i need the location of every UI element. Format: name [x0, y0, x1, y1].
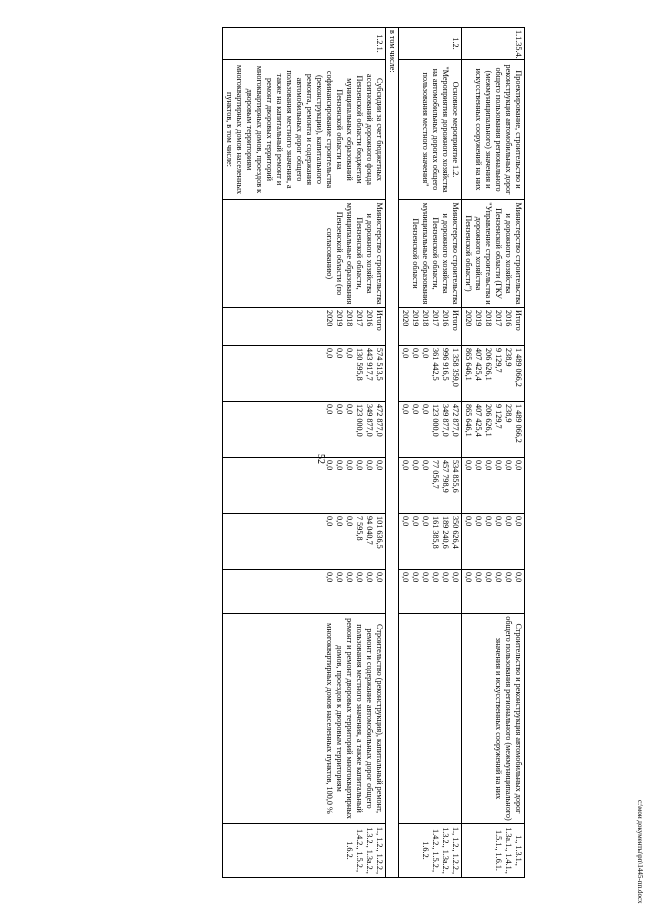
federal-budget-value: 0,0	[464, 460, 473, 471]
local-budget-value: 0,0	[345, 516, 354, 527]
measure-name: Субсидии за счет бюджетных ассигнований дорожного фонда Пензенской области бюджетам муниципальных образований Пензенской области на софинансирование строительства (реконструкции), капитального ремонта, ремонта и содержания автомобильных дорог общего пользования местного значения, а также на капитальный ремонт и ремонт дворовых территорий многоквартирных домов, проездов к дворовым территориям многоквартирных домов населенных пунктов, в том числе:	[223, 60, 386, 200]
years-value: 2019	[411, 310, 420, 327]
local-budget-value: 0,0	[474, 516, 483, 527]
expected-result: Строительство (реконструкция), капитальный ремонт, ремонт и содержание автомобильных дорог общего пользования местного значения, а также капитальный ремонт и ремонт дворовых территорий многоквартирных домов, проездов к дворовым территориям многоквартирных домов населенных пунктов, 100,0 %	[223, 614, 386, 824]
regional-budget-value: 865 646,1	[464, 404, 473, 437]
total-amount-value: 0,0	[411, 348, 420, 359]
federal-budget-value: 0,0	[411, 460, 420, 471]
regional-budget	[223, 402, 386, 458]
years-value: Итого	[451, 310, 460, 331]
regional-budget-value: 9 129,7	[494, 404, 503, 429]
other-sources-value: 0,0	[441, 572, 450, 583]
years-value: 2020	[325, 310, 334, 327]
local-budget-value: 0,0	[504, 516, 513, 527]
total-amount	[399, 346, 462, 402]
regional-budget-value: 472 877,0	[375, 404, 384, 437]
years-value: 2017	[494, 310, 503, 327]
other-sources-value: 0,0	[484, 572, 493, 583]
footer-file-path: c:\мои документы\рп\1445-пп.docx	[636, 800, 644, 904]
local-budget-value: 7 595,8	[355, 516, 364, 541]
rotated-page	[115, 27, 525, 877]
federal-budget-value: 0,0	[375, 460, 384, 471]
local-budget-value: 0,0	[421, 516, 430, 527]
federal-budget	[399, 458, 462, 514]
total-amount-value: 0,0	[335, 348, 344, 359]
other-sources-value: 0,0	[451, 572, 460, 583]
total-amount-value: 9 129,7	[494, 348, 503, 373]
local-budget-value: 0,0	[325, 516, 334, 527]
years-value: 2020	[401, 310, 410, 327]
local-budget-value: 350 626,4	[451, 516, 460, 549]
years	[462, 308, 525, 346]
measure-name: Основное мероприятие 1.2. "Мероприятия дорожного хозяйства на автомобильных дорогах общего пользования местного значения"	[399, 60, 462, 200]
total-amount-value: 1 358 359,0	[451, 348, 460, 387]
measure-name: Проектирование, строительство и реконструкция автомобильных дорог общего пользования регионального (межмуниципального) значения и искусственных сооружений на них	[462, 60, 525, 200]
regional-budget	[399, 402, 462, 458]
years-value: 2019	[474, 310, 483, 327]
indicator-links: 1., 1.2., 1.2.2., 1.3.2., 1.3а.2., 1.4.2., 1.5.2., 1.6.2.	[399, 824, 462, 878]
years	[223, 308, 386, 346]
regional-budget-value: 238,9	[504, 404, 513, 423]
total-amount-value: 443 917,7	[365, 348, 374, 381]
years	[399, 308, 462, 346]
regional-budget-value: 0,0	[345, 404, 354, 415]
local-budget	[462, 514, 525, 570]
other-sources-value: 0,0	[335, 572, 344, 583]
years-value: 2020	[464, 310, 473, 327]
regional-budget-value: 349 877,0	[365, 404, 374, 437]
other-sources-value: 0,0	[474, 572, 483, 583]
years-value: 2019	[335, 310, 344, 327]
regional-budget-value: 472 877,0	[451, 404, 460, 437]
table-row	[223, 28, 386, 878]
local-budget-value: 0,0	[514, 516, 523, 527]
federal-budget-value: 0,0	[421, 460, 430, 471]
total-amount-value: 407 425,4	[474, 348, 483, 381]
federal-budget-value: 0,0	[484, 460, 493, 471]
other-sources-value: 0,0	[365, 572, 374, 583]
total-amount-value: 0,0	[401, 348, 410, 359]
row-number: 1.2.	[399, 28, 462, 60]
years-value: 2017	[355, 310, 364, 327]
regional-budget	[462, 402, 525, 458]
years-value: Итого	[514, 310, 523, 331]
other-sources-value: 0,0	[494, 572, 503, 583]
subheading-row	[386, 28, 399, 878]
total-amount	[223, 346, 386, 402]
other-sources-value: 0,0	[464, 572, 473, 583]
row-number: 1.1.35.4.	[462, 28, 525, 60]
local-budget	[223, 514, 386, 570]
local-budget-value: 189 240,6	[441, 516, 450, 549]
total-amount-value: 1 489 066,2	[514, 348, 523, 387]
years-value: 2016	[504, 310, 513, 327]
other-sources-value: 0,0	[504, 572, 513, 583]
federal-budget-value: 0,0	[345, 460, 354, 471]
other-sources-value: 0,0	[355, 572, 364, 583]
regional-budget-value: 123 000,0	[355, 404, 364, 437]
other-sources-value: 0,0	[514, 572, 523, 583]
years-value: Итого	[375, 310, 384, 331]
total-amount-value: 0,0	[325, 348, 334, 359]
years-value: 2018	[484, 310, 493, 327]
federal-budget-value: 0,0	[514, 460, 523, 471]
federal-budget-value: 0,0	[504, 460, 513, 471]
years-value: 2016	[441, 310, 450, 327]
page-number: 52	[315, 454, 326, 464]
total-amount	[462, 346, 525, 402]
table-row	[399, 28, 462, 878]
regional-budget-value: 0,0	[411, 404, 420, 415]
other-sources-value: 0,0	[401, 572, 410, 583]
table-row	[462, 28, 525, 878]
local-budget-value: 0,0	[464, 516, 473, 527]
total-amount-value: 0,0	[345, 348, 354, 359]
regional-budget-value: 349 877,0	[441, 404, 450, 437]
federal-budget-value: 457 798,9	[441, 460, 450, 493]
executor: Министерство строительства и дорожного хозяйства Пензенской области (ГКУ "Управление строительства и дорожного хозяйства Пензенской области")	[462, 200, 525, 308]
federal-budget-value: 77 056,7	[431, 460, 440, 489]
federal-budget-value: 0,0	[325, 460, 334, 471]
executor: Министерство строительства и дорожного хозяйства Пензенской области, муниципальные образования Пензенской области	[399, 200, 462, 308]
federal-budget	[223, 458, 386, 514]
total-amount-value: 361 442,5	[431, 348, 440, 381]
other-sources	[223, 570, 386, 614]
regional-budget-value: 0,0	[325, 404, 334, 415]
local-budget-value: 0,0	[401, 516, 410, 527]
regional-budget-value: 206 626,1	[484, 404, 493, 437]
local-budget-value: 101 636,5	[375, 516, 384, 549]
years-value: 2017	[431, 310, 440, 327]
regional-budget-value: 1 489 066,2	[514, 404, 523, 443]
years-value: 2016	[365, 310, 374, 327]
regional-budget-value: 123 000,0	[431, 404, 440, 437]
federal-budget-value: 0,0	[335, 460, 344, 471]
total-amount-value: 996 916,5	[441, 348, 450, 381]
local-budget-value: 0,0	[494, 516, 503, 527]
other-sources	[399, 570, 462, 614]
indicator-links: 1., 1.2., 1.2.2., 1.3.2., 1.3а.2., 1.4.2., 1.5.2., 1.6.2.	[223, 824, 386, 878]
total-amount-value: 0,0	[421, 348, 430, 359]
total-amount-value: 206 626,1	[484, 348, 493, 381]
expected-result: Строительство и реконструкция автомобильных дорог общего пользования регионального (межмуниципального) значения и искусственных сооружений на них	[462, 614, 525, 824]
local-budget-value: 0,0	[411, 516, 420, 527]
expected-result	[399, 614, 462, 824]
other-sources-value: 0,0	[431, 572, 440, 583]
total-amount-value: 130 595,8	[355, 348, 364, 381]
other-sources-value: 0,0	[421, 572, 430, 583]
federal-budget-value: 0,0	[355, 460, 364, 471]
local-budget-value: 0,0	[484, 516, 493, 527]
federal-budget	[462, 458, 525, 514]
regional-budget-value: 0,0	[335, 404, 344, 415]
regional-budget-value: 0,0	[421, 404, 430, 415]
federal-budget-value: 0,0	[365, 460, 374, 471]
program-table	[222, 27, 525, 878]
federal-budget-value: 0,0	[474, 460, 483, 471]
federal-budget-value: 0,0	[401, 460, 410, 471]
years-value: 2018	[421, 310, 430, 327]
executor: Министерство строительства и дорожного хозяйства Пензенской области, муниципальные образования Пензенской области (по согласованию)	[223, 200, 386, 308]
local-budget	[399, 514, 462, 570]
other-sources-value: 0,0	[325, 572, 334, 583]
years-value: 2018	[345, 310, 354, 327]
row-number: 1.2.1.	[223, 28, 386, 60]
total-amount-value: 865 646,1	[464, 348, 473, 381]
other-sources-value: 0,0	[375, 572, 384, 583]
local-budget-value: 161 385,8	[431, 516, 440, 549]
regional-budget-value: 0,0	[401, 404, 410, 415]
local-budget-value: 0,0	[335, 516, 344, 527]
federal-budget-value: 534 855,6	[451, 460, 460, 493]
other-sources	[462, 570, 525, 614]
indicator-links: 1., 1.3.1., 1.3а.1., 1.4.1., 1.5.1., 1.6.1.	[462, 824, 525, 878]
federal-budget-value: 0,0	[494, 460, 503, 471]
regional-budget-value: 407 425,4	[474, 404, 483, 437]
other-sources-value: 0,0	[411, 572, 420, 583]
total-amount-value: 574 513,5	[375, 348, 384, 381]
other-sources-value: 0,0	[345, 572, 354, 583]
local-budget-value: 94 040,7	[365, 516, 374, 545]
subheading-cell: в том числе:	[386, 28, 399, 878]
total-amount-value: 238,9	[504, 348, 513, 367]
